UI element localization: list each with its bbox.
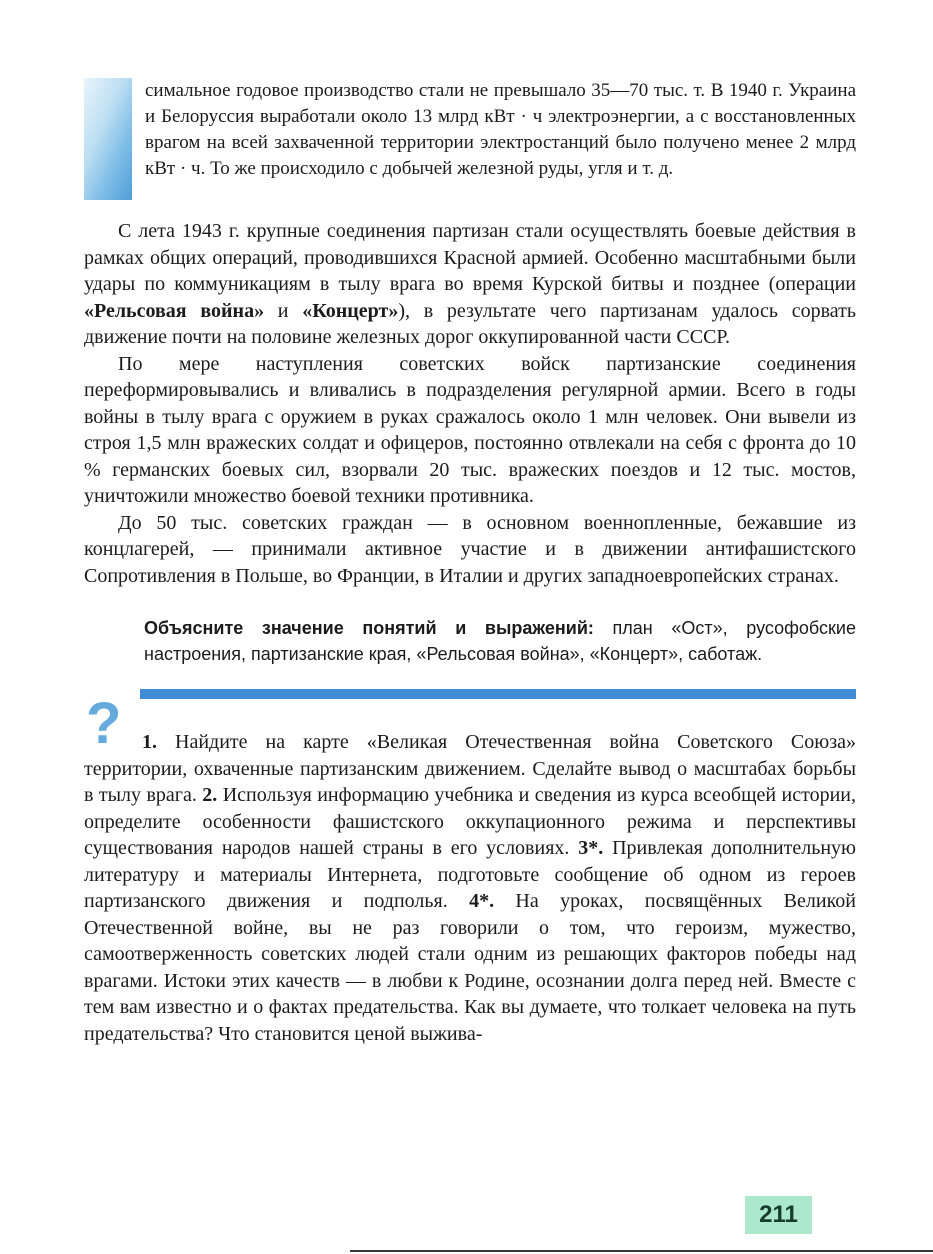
document-excerpt-block — [84, 78, 856, 200]
body-paragraph-2: По мере наступления советских войск партизанские соединения переформировывались и вливались в подразделения регулярной армии. Всего в годы войны в тылу врага с оружием в руках сражалось около 1 млн человек. Они вывели из строя 1,5 млн вражеских солдат и офицеров, постоянно отвлекали на себя с фронта до 10 % германских боевых сил, взорвали 20 тыс. вражеских поездов и 12 тыс. мостов, уничтожили множество боевой техники противника. — [84, 352, 856, 507]
term-relsovaya-voina: «Рельсовая война» — [84, 299, 265, 322]
term-kontsert: «Концерт» — [302, 299, 399, 322]
question-2-text: Используя информацию учебника и сведения из курса всеобщей истории, определите особенности фашистского оккупационного режима и перспективы существования народов нашей страны в его условиях. — [84, 784, 856, 859]
paragraph-text: С лета 1943 г. крупные соединения партизан стали осуществлять боевые действия в рамках общих операций, проводившихся Красной армией. Особенно масштабными были удары по коммуникациям в тылу врага во время Курской битвы и позднее (операции — [84, 220, 856, 295]
section-divider-bar — [140, 689, 856, 699]
question-1-number: 1. — [142, 731, 157, 753]
questions-text — [84, 729, 856, 1047]
document-excerpt-text: симальное годовое производство стали не превышало 35—70 тыс. т. В 1940 г. Украина и Белоруссия выработали около 13 млрд кВт · ч электроэнергии, а с восстановленных врагом на всей захваченной территории электростанций было получено менее 2 млрд кВт · ч. То же происходило с добычей железной руды, угля и т. д. — [145, 80, 856, 179]
body-paragraph-3: До 50 тыс. советских граждан — в основном военнопленные, бежавшие из концлагерей, — принимали активное участие и в движении антифашистского Сопротивления в Польше, во Франции, в Италии и других западноевропейских странах. — [84, 511, 856, 587]
task-heading: Объясните значение понятий и выражений: — [144, 618, 594, 638]
page-content — [84, 78, 856, 1047]
task-block — [144, 615, 856, 667]
question-2-number: 2. — [202, 784, 218, 806]
task-terms: план «Ост», русофобские настроения, партизанские края, «Рельсовая война», «Концерт», саботаж. — [144, 618, 856, 664]
question-4-number: 4*. — [469, 890, 495, 912]
question-4-text: На уроках, посвящённых Великой Отечественной войне, вы не раз говорили о том, что героизм, мужество, самоотверженность советских людей стали одним из решающих факторов победы над врагами. Истоки этих качеств — в любви к Родине, осознании долга перед ней. Вместе с тем вам известно и о фактах предательства. Как вы думаете, что толкает человека на путь предательства? Что становится ценой выжива- — [84, 890, 856, 1045]
questions-body — [84, 691, 856, 1047]
paragraph-text: ), в результате чего партизанам удалось сорвать движение почти на половине железных дорог оккупированной части СССР. — [84, 299, 857, 348]
page-edge-line — [350, 1250, 933, 1252]
document-excerpt-marker — [84, 78, 132, 200]
question-3-text: Привлекая дополнительную литературу и материалы Интернета, подготовьте сообщение об одном из героев партизанского движения и подполья. — [84, 837, 856, 912]
question-1-text: Найдите на карте «Великая Отечественная война Советского Союза» территории, охваченные партизанским движением. Сделайте вывод о масштабах борьбы в тылу врага. — [84, 731, 856, 806]
paragraph-text: и — [264, 299, 303, 322]
page-number-badge — [745, 1196, 812, 1234]
page-number: 211 — [759, 1201, 798, 1228]
body-paragraph-1 — [84, 218, 856, 351]
question-mark-icon: ? — [86, 691, 122, 756]
question-3-number: 3*. — [578, 837, 604, 859]
questions-section — [84, 689, 856, 1047]
